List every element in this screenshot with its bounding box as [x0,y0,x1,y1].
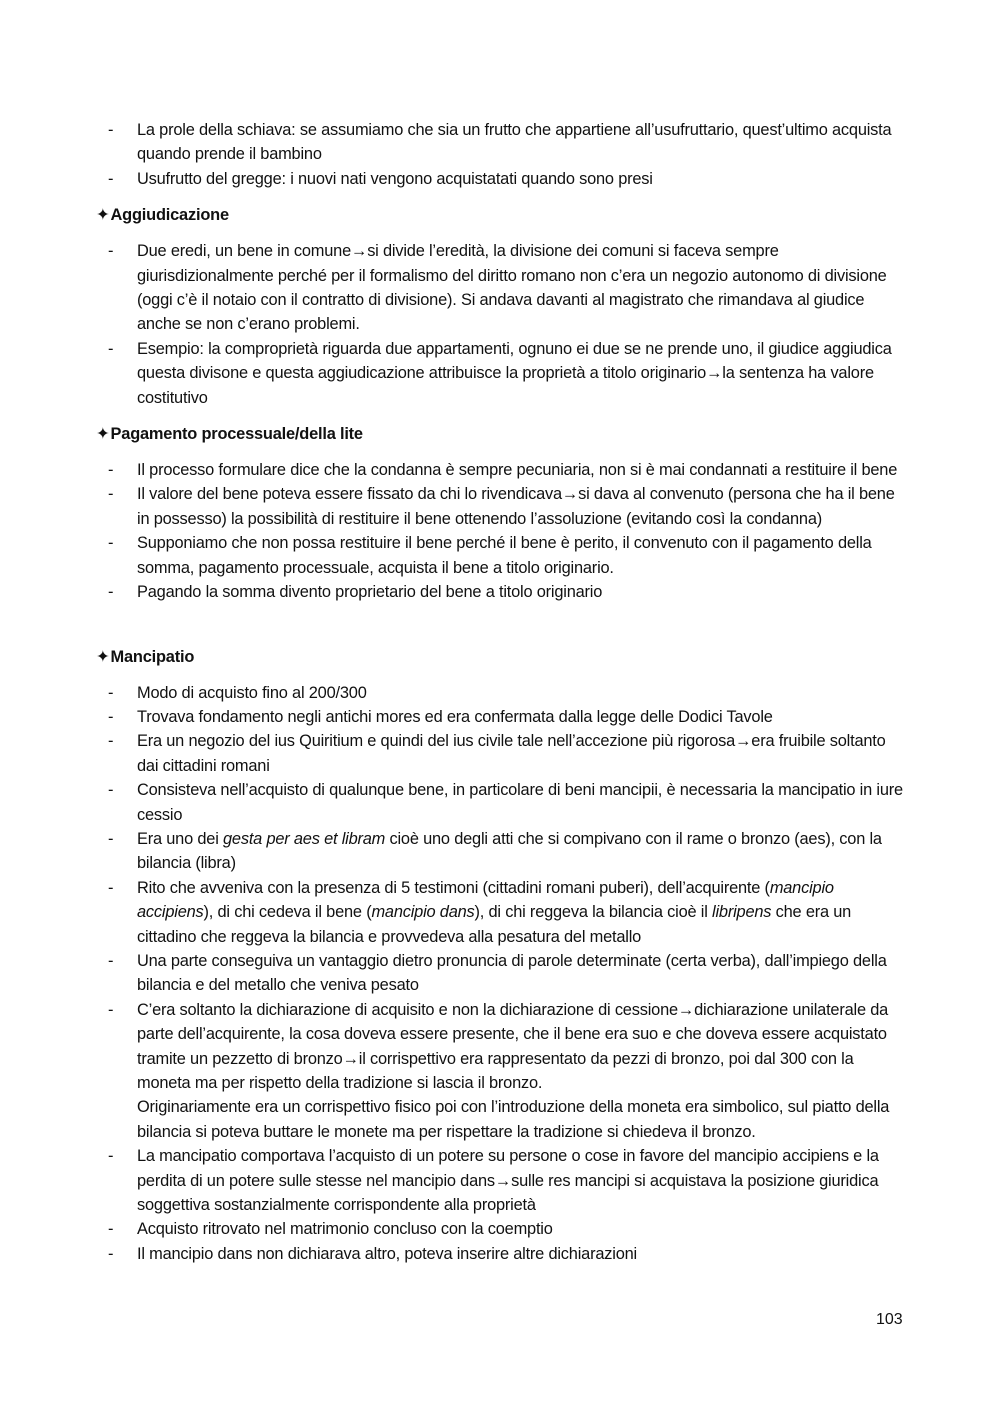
dash-bullet: - [108,829,114,848]
section-title: Pagamento processuale/della lite [110,425,363,444]
bullet-list-intro [96,118,906,191]
dash-bullet: - [108,121,114,139]
list-item [96,531,906,580]
dash-bullet: - [108,485,114,504]
list-item [96,118,906,167]
list-item [96,1242,906,1266]
dash-bullet: - [108,781,114,800]
list-item [96,1217,906,1241]
section-heading-mancipatio [96,645,906,669]
item-text: Una parte conseguiva un vantaggio dietro pronuncia di parole determinate (certa verba), dall’impiego della bilancia e del metallo che veniva pesato [137,951,887,995]
dash-bullet: - [108,461,114,480]
page-number: 103 [876,1311,903,1328]
item-text: Esempio: la comproprietà riguarda due appartamenti, ognuno ei due se ne prende uno, il giudice aggiudica questa divisone e questa aggiudicazione attribuisce la proprietà a titolo originario→la sentenza ha valore costitutivo [137,339,892,407]
bullet-list-pagamento [96,458,906,604]
item-text: cioè uno degli atti che si compivano con il rame o bronzo (aes), con la bilancia (libra) [137,829,882,873]
list-item [96,705,906,729]
dash-bullet: - [108,534,114,553]
bullet-list-aggiudicazione [96,239,906,410]
bullet-list-mancipatio [96,681,906,1267]
item-text: Era un negozio del ius Quiritium e quindi del ius civile tale nell’accezione più rigorosa→era fruibile soltanto dai cittadini romani [137,732,886,775]
item-text: ), di chi reggeva la bilancia cioè il [474,903,713,922]
list-item [96,681,906,705]
item-text: Due eredi, un bene in comune→si divide l’eredità, la divisione dei comuni si faceva sempre giurisdizionalmente perché per il formalismo del diritto romano non c’era un negozio autonomo di divisione (oggi c’è il notaio con il contratto di divisione). Si andava davanti al magistrato che rimandava al giudice anche se non c’erano problemi. [137,242,887,334]
star-bullet-icon: ✦ [96,206,110,225]
list-item [96,458,906,482]
dash-bullet: - [108,1000,114,1019]
item-text: Rito che avveniva con la presenza di 5 testimoni (cittadini romani puberi), dell’acquirente ( [137,878,770,897]
dash-bullet: - [108,732,114,751]
italic-term: gesta per aes et libram [223,829,386,848]
page-content [96,118,906,1266]
star-bullet-icon: ✦ [96,425,110,444]
list-item [96,167,906,191]
item-text: Il processo formulare dice che la condanna è sempre pecuniaria, non si è mai condannati a restituire il bene [137,461,898,480]
item-text: Trovava fondamento negli antichi mores ed era confermata dalla legge delle Dodici Tavole [137,707,773,726]
item-text: C’era soltanto la dichiarazione di acquisito e non la dichiarazione di cessione→dichiarazione unilaterale da parte dell’acquirente, la cosa doveva essere presente, che il bene era suo e che doveva essere acquistato tramite un pezzetto di bronzo→il corrispettivo era rappresentato da pezzi di bronzo, poi dal 300 con la moneta ma per rispetto della tradizione si lascia il bronzo. Originariamente era un corrispettivo fisico poi con l’introduzione della moneta era simbolico, sul piatto della bilancia si poteva buttare le monete ma per rispettare la tradizione si chiedeva il bronzo. [137,1000,890,1141]
list-item [96,337,906,410]
star-bullet-icon: ✦ [96,647,110,666]
dash-bullet: - [108,169,114,188]
item-text: La mancipatio comportava l’acquisto di un potere su persone o cose in favore del mancipio accipiens e la perdita di un potere sulle stesse nel mancipio dans→sulle res mancipi si acquistava la posizione giuridica soggettiva sostanzialmente corrispondente alla proprietà [137,1147,879,1215]
dash-bullet: - [108,583,114,602]
item-text: che era un cittadino che reggeva la bilancia e provvedeva alla pesatura del metallo [137,903,852,946]
list-item [96,827,906,876]
item-text: Modo di acquisto fino al 200/300 [137,683,367,702]
list-item [96,949,906,998]
section-gap [96,605,906,633]
dash-bullet: - [108,951,114,970]
section-title: Mancipatio [110,647,195,666]
list-item [96,580,906,604]
item-text: Consisteva nell’acquisto di qualunque bene, in particolare di beni mancipii, è necessaria la mancipatio in iure cessio [137,781,903,824]
italic-term: mancipio dans [371,903,475,922]
item-text: ), di chi cedeva il bene ( [203,903,372,922]
list-item [96,239,906,337]
item-text: Supponiamo che non possa restituire il bene perché il bene è perito, il convenuto con il pagamento della somma, pagamento processuale, acquista il bene a titolo originario. [137,534,872,577]
italic-term: libripens [712,903,772,922]
italic-term: mancipio accipiens [137,878,834,922]
item-text: Pagando la somma divento proprietario del bene a titolo originario [137,583,603,602]
section-title: Aggiudicazione [110,206,229,225]
item-text: Il mancipio dans non dichiarava altro, poteva inserire altre dichiarazioni [137,1244,637,1263]
dash-bullet: - [108,1147,114,1166]
dash-bullet: - [108,707,114,726]
list-item [96,1144,906,1217]
item-text: La prole della schiava: se assumiamo che sia un frutto che appartiene all’usufruttario, quest’ultimo acquista quando prende il bambino [137,121,892,164]
dash-bullet: - [108,683,114,702]
list-item [96,729,906,778]
list-item [96,778,906,827]
dash-bullet: - [108,1244,114,1263]
dash-bullet: - [108,339,114,358]
list-item [96,876,906,949]
section-heading-aggiudicazione [96,203,906,227]
dash-bullet: - [108,878,114,897]
dash-bullet: - [108,1220,114,1239]
item-text: Il valore del bene poteva essere fissato da chi lo rivendicava→si dava al convenuto (persona che ha il bene in possesso) la possibilità di restituire il bene ottenendo l’assoluzione (evitando così la condanna) [137,485,895,528]
dash-bullet: - [108,242,114,261]
item-text: Era uno dei [137,829,223,848]
list-item [96,482,906,531]
list-item [96,998,906,1144]
section-heading-pagamento [96,422,906,446]
item-text: Usufrutto del gregge: i nuovi nati vengono acquistatati quando sono presi [137,169,653,188]
item-text: Acquisto ritrovato nel matrimonio concluso con la coemptio [137,1220,553,1239]
